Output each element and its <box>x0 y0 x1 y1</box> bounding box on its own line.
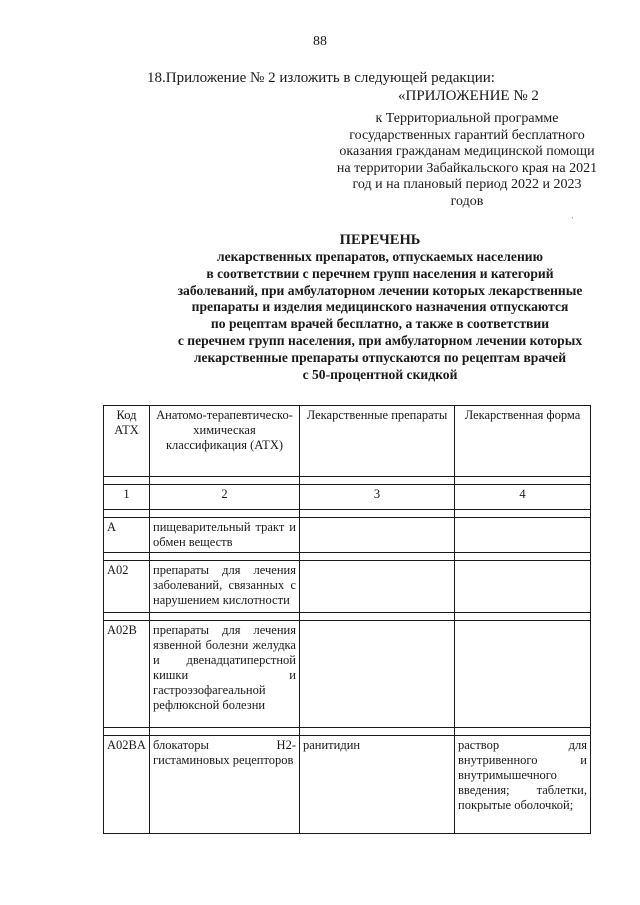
header-code: Код АТХ <box>104 406 150 477</box>
table-row <box>104 518 591 553</box>
cell-drug <box>300 621 455 728</box>
table-separator-row <box>104 477 591 485</box>
cell-code: A02B <box>104 621 150 728</box>
subtitle-line: годов <box>450 193 484 209</box>
list-description <box>100 249 640 383</box>
cell-form <box>455 561 591 613</box>
cell-code: A <box>104 518 150 553</box>
amendment-item-line: 18.Приложение № 2 изложить в следующей редакции: <box>147 70 495 86</box>
header-drugs: Лекарственные препараты <box>300 406 455 477</box>
subtitle-line: государственных гарантий бесплатного <box>349 127 585 143</box>
cell-drug <box>300 561 455 613</box>
list-title: ПЕРЕЧЕНЬ <box>339 232 421 248</box>
cell-drug <box>300 518 455 553</box>
cell-form <box>455 518 591 553</box>
cell-code: A02BA <box>104 736 150 834</box>
table-row <box>104 621 591 728</box>
column-number-row <box>104 485 591 510</box>
table-separator-row <box>104 510 591 518</box>
subtitle-line: к Территориальной программе <box>375 111 559 126</box>
table-row <box>104 561 591 613</box>
cell-form <box>455 621 591 728</box>
column-number: 1 <box>104 485 150 510</box>
column-number: 3 <box>300 485 455 510</box>
header-form: Лекарственная форма <box>455 406 591 477</box>
header-classification: Анатомо-терапевтическо-химическая классификация (АТХ) <box>150 406 300 477</box>
table-row <box>104 736 591 834</box>
description-line: лекарственных препаратов, отпускаемых населению <box>217 249 543 264</box>
subtitle-line: оказания гражданам медицинской помощи <box>339 144 595 159</box>
subtitle-line: на территории Забайкальского края на 2021 <box>336 160 598 176</box>
description-line: по рецептам врачей бесплатно, а также в соответствии <box>210 316 550 332</box>
cell-classification: препараты для лечения заболеваний, связанных с нарушением кислотности <box>150 561 300 613</box>
description-line: заболеваний, при амбулаторном лечении которых лекарственные <box>177 282 583 298</box>
cell-classification: препараты для лечения язвенной болезни желудка и двенадцатиперстной кишки и гастроэзофагеальной рефлюксной болезни <box>150 621 300 728</box>
cell-form: раствор для внутривенного и внутримышечного введения; таблетки, покрытые оболочкой; <box>455 736 591 834</box>
drug-list-table <box>103 405 591 834</box>
table-separator-row <box>104 613 591 621</box>
table-header-row <box>104 406 591 477</box>
cell-classification: блокаторы H2-гистаминовых рецепторов <box>150 736 300 834</box>
description-line: в соответствии с перечнем групп населения и категорий <box>206 265 554 281</box>
table-separator-row <box>104 728 591 736</box>
cell-code: A02 <box>104 561 150 613</box>
subtitle-line: год и на плановый период 2022 и 2023 <box>352 177 582 192</box>
page-number: 88 <box>313 34 327 49</box>
description-line: препараты и изделия медицинского назначения отпускаются <box>191 299 569 315</box>
column-number: 2 <box>150 485 300 510</box>
cell-classification: пищеварительный тракт и обмен веществ <box>150 518 300 553</box>
stray-mark: ˈ <box>571 216 575 227</box>
description-line: лекарственные препараты отпускаются по рецептам врачей <box>193 349 567 365</box>
description-line: с 50-процентной скидкой <box>302 366 458 382</box>
column-number: 4 <box>455 485 591 510</box>
appendix-subtitle <box>308 111 626 210</box>
description-line: с перечнем групп населения, при амбулаторном лечении которых <box>177 332 583 348</box>
cell-drug: ранитидин <box>300 736 455 834</box>
appendix-title: «ПРИЛОЖЕНИЕ № 2 <box>398 88 539 104</box>
table-separator-row <box>104 553 591 561</box>
